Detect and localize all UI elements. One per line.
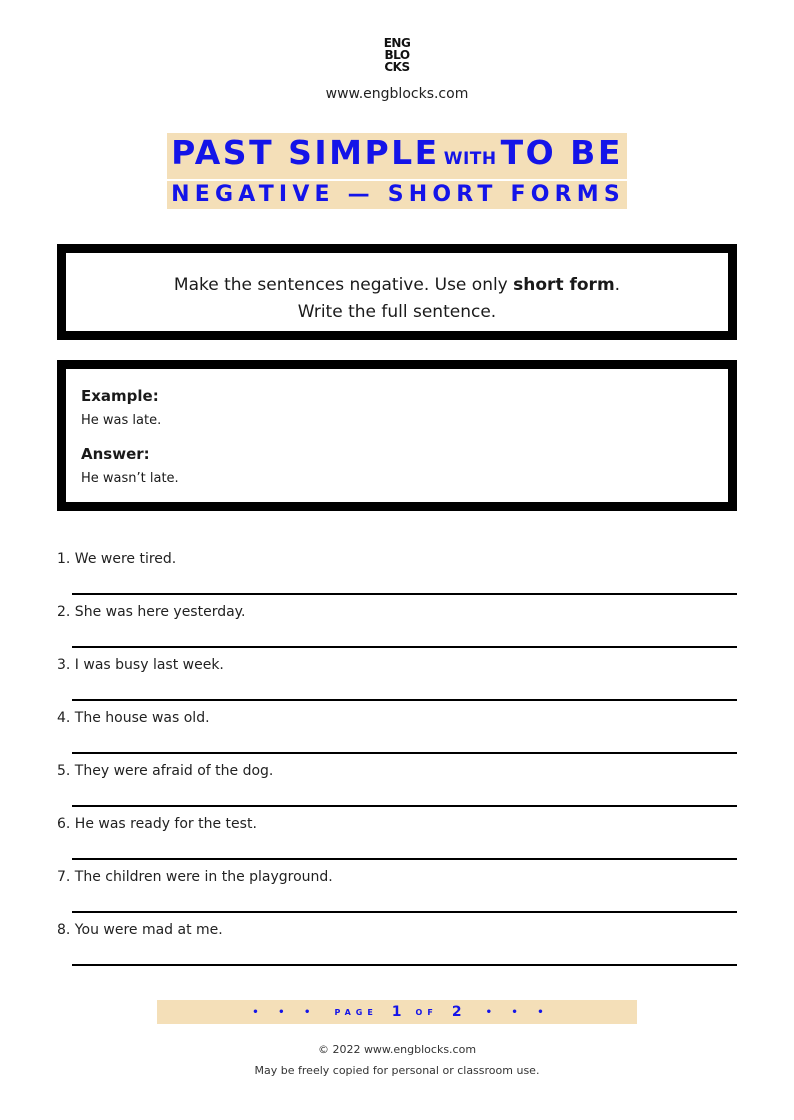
- exercise-question: 5. They were afraid of the dog.: [57, 763, 274, 779]
- example-label: Example:: [81, 387, 159, 405]
- title-highlight: [167, 133, 627, 179]
- instructions-line-2: Write the full sentence.: [297, 302, 497, 322]
- example-text: He was late.: [81, 413, 162, 428]
- logo-line-3: CKS: [384, 60, 410, 74]
- answer-line[interactable]: [72, 593, 737, 595]
- exercise-question: 2. She was here yesterday.: [57, 604, 246, 620]
- logo-line-1: ENG: [383, 36, 411, 50]
- pager-total-pages: 2: [451, 1004, 462, 1020]
- answer-label: Answer:: [81, 445, 150, 463]
- exercise-item: [57, 709, 737, 762]
- footer-copyright: © 2022 www.engblocks.com: [317, 1043, 477, 1056]
- exercise-question: 6. He was ready for the test.: [57, 816, 257, 832]
- site-url: www.engblocks.com: [325, 86, 469, 102]
- exercise-question: 3. I was busy last week.: [57, 657, 224, 673]
- pager-dots-left: • • •: [252, 1006, 319, 1018]
- answer-line[interactable]: [72, 805, 737, 807]
- exercise-item: [57, 550, 737, 603]
- exercise-item: [57, 656, 737, 709]
- answer-line[interactable]: [72, 699, 737, 701]
- subtitle-text: NEGATIVE — SHORT FORMS: [167, 181, 627, 209]
- exercise-question: 7. The children were in the playground.: [57, 869, 333, 885]
- answer-line[interactable]: [72, 752, 737, 754]
- example-box: [57, 360, 737, 511]
- title-part-1: PAST SIMPLE: [171, 133, 440, 172]
- pager-current-page: 1: [391, 1004, 402, 1020]
- pager-of-label: OF: [415, 1007, 438, 1017]
- instructions-bold: short form: [513, 275, 615, 295]
- page-title: [0, 133, 794, 179]
- logo-line-2: BLO: [384, 48, 410, 62]
- exercise-item: [57, 815, 737, 868]
- footer-license: May be freely copied for personal or classroom use.: [254, 1064, 540, 1077]
- page-subtitle: [0, 181, 794, 209]
- exercise-item: [57, 921, 737, 974]
- pager-page-label: PAGE: [334, 1007, 378, 1017]
- exercise-question: 4. The house was old.: [57, 710, 210, 726]
- title-with: WITH: [443, 149, 497, 169]
- instructions-text: Make the sentences negative. Use only: [173, 275, 514, 295]
- answer-line[interactable]: [72, 911, 737, 913]
- instructions-box: [57, 244, 737, 340]
- engblocks-logo: [0, 37, 794, 73]
- exercise-item: [57, 603, 737, 656]
- exercise-question: 1. We were tired.: [57, 551, 177, 567]
- exercise-item: [57, 868, 737, 921]
- exercise-question: 8. You were mad at me.: [57, 922, 223, 938]
- instructions-period: .: [614, 275, 621, 295]
- exercise-item: [57, 762, 737, 815]
- title-part-2: TO BE: [500, 133, 623, 172]
- answer-line[interactable]: [72, 964, 737, 966]
- pager-dots-right: • • •: [485, 1006, 552, 1018]
- answer-line[interactable]: [72, 646, 737, 648]
- answer-text: He wasn’t late.: [81, 471, 179, 486]
- page-indicator: [157, 1000, 637, 1024]
- answer-line[interactable]: [72, 858, 737, 860]
- instructions-line-1: [66, 272, 728, 299]
